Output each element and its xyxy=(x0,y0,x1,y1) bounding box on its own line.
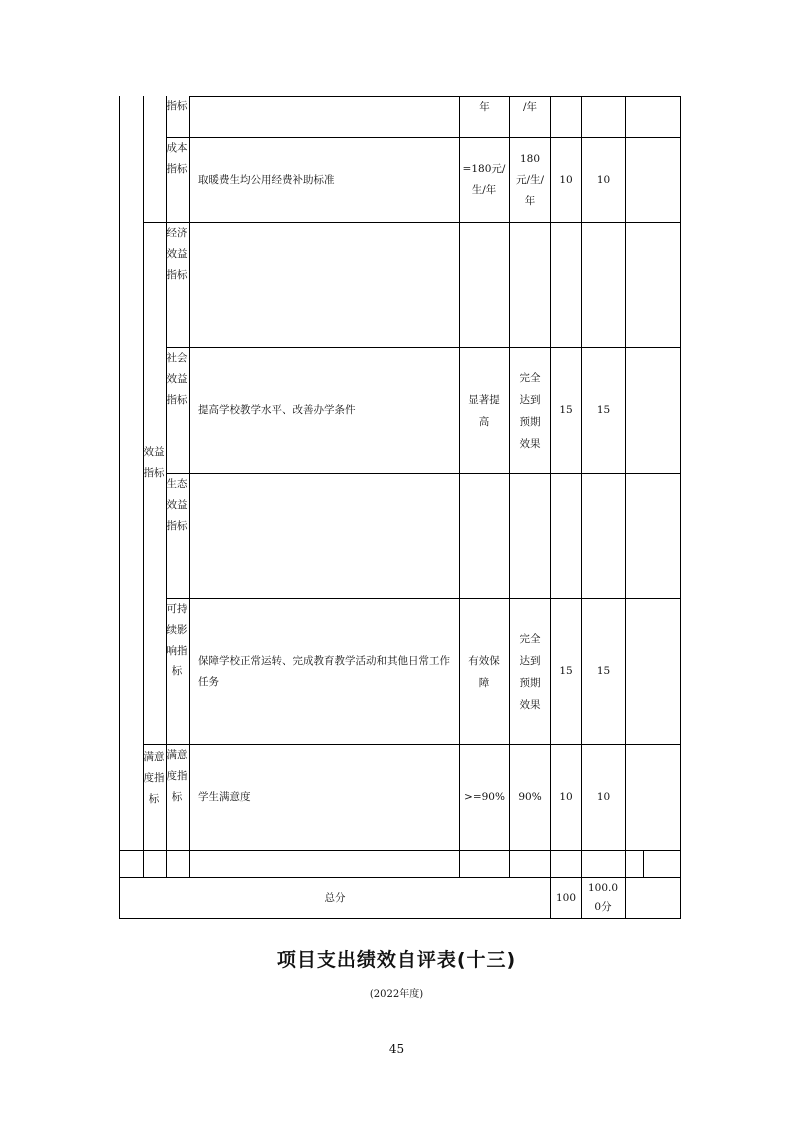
indicator-description xyxy=(190,223,459,347)
weight-value xyxy=(551,474,581,598)
page-number: 45 xyxy=(388,1042,405,1056)
report-year: (2022年度) xyxy=(369,989,424,1000)
actual-value xyxy=(510,223,550,347)
indicator-name: 指标 xyxy=(166,100,188,112)
actual-value: 完全达到预期效果 xyxy=(519,632,541,711)
target-value: 显著提高 xyxy=(468,393,500,428)
table-border-right xyxy=(680,96,681,918)
actual-value: 90% xyxy=(518,791,542,803)
indicator-description: 保障学校正常运转、完成教育教学活动和其他日常工作任务 xyxy=(198,654,450,688)
target-value xyxy=(460,474,509,598)
weight-value: 10 xyxy=(559,173,573,186)
score-value: 10 xyxy=(596,173,611,186)
indicator-description: 学生满意度 xyxy=(198,791,251,803)
satisfaction-indicator-label: 满意度指标 xyxy=(143,751,165,805)
reason-value xyxy=(626,745,680,850)
indicator-description xyxy=(190,474,459,598)
weight-value: 15 xyxy=(559,665,573,677)
reason-value xyxy=(626,138,680,222)
actual-value: /年 xyxy=(522,100,538,113)
reason-value xyxy=(626,223,680,347)
indicator-name: 可持续影响指标 xyxy=(166,603,188,678)
score-value xyxy=(582,474,625,598)
score-value: 10 xyxy=(596,791,611,803)
indicator-name: 经济效益指标 xyxy=(166,227,188,281)
reason-value xyxy=(626,96,680,137)
reason-value xyxy=(626,474,680,598)
score-value xyxy=(582,96,625,137)
benefit-indicator-label: 效益指标 xyxy=(143,446,165,479)
target-value: =180元/生/年 xyxy=(462,163,506,196)
page-title: 项目支出绩效自评表(十三) xyxy=(276,949,517,971)
weight-value: 10 xyxy=(559,791,573,803)
actual-value: 180元/生/年 xyxy=(515,152,545,207)
table-border-left xyxy=(119,96,120,918)
indicator-description: 取暖费生均公用经费补助标准 xyxy=(198,173,335,186)
reason-value xyxy=(626,599,680,744)
indicator-description: 提高学校教学水平、改善办学条件 xyxy=(198,404,356,416)
target-value: 年 xyxy=(479,100,490,113)
score-value: 15 xyxy=(596,665,611,677)
score-value xyxy=(582,223,625,347)
target-value: >=90% xyxy=(464,791,505,803)
actual-value xyxy=(510,474,550,598)
weight-value xyxy=(551,223,581,347)
target-value: 有效保障 xyxy=(468,654,500,689)
weight-value xyxy=(551,96,581,137)
total-weight: 100 xyxy=(555,891,577,904)
actual-value: 完全达到预期效果 xyxy=(519,371,541,450)
indicator-name: 成本指标 xyxy=(166,142,188,175)
reason-value xyxy=(626,348,680,473)
table-divider xyxy=(119,850,681,851)
score-value: 15 xyxy=(596,404,611,416)
target-value xyxy=(460,223,509,347)
indicator-description xyxy=(190,96,459,137)
total-score: 100.00分 xyxy=(587,882,619,913)
total-label: 总分 xyxy=(324,891,346,904)
table-border-bottom xyxy=(119,918,681,919)
indicator-name: 生态效益指标 xyxy=(166,478,188,532)
weight-value: 15 xyxy=(559,404,573,416)
indicator-name: 满意度指标 xyxy=(166,749,188,803)
indicator-name: 社会效益指标 xyxy=(166,352,188,406)
table-divider xyxy=(643,850,644,877)
